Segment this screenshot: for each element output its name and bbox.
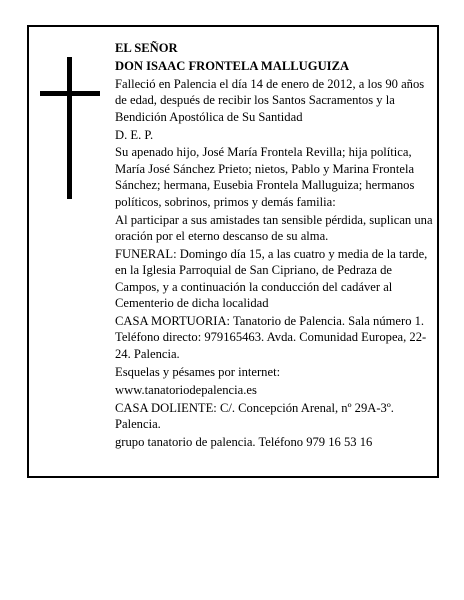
internet-url[interactable]: www.tanatoriodepalencia.es (115, 382, 257, 397)
family-list: Su apenado hijo, José María Frontela Revilla; hija política, María José Sánchez Prieto; nietos, Pablo y Marina Frontela Sánchez; hermana, Eusebia Frontela Malluguiza; hermanos políticos, sobrinos, primos y demás familia: (115, 145, 415, 209)
footer-contact: grupo tanatorio de palencia. Teléfono 979 16 53 16 (115, 434, 373, 449)
rip-text: D. E. P. (115, 127, 154, 142)
latin-cross-icon (40, 57, 100, 199)
deceased-name: DON ISAAC FRONTELA MALLUGUIZA (115, 58, 350, 73)
notice-heading-line1: EL SEÑOR (115, 41, 178, 55)
cross-vertical-bar (67, 57, 72, 199)
internet-label: Esquelas y pésames por internet: (115, 364, 281, 379)
prayer-request: Al participar a sus amistades tan sensible pérdida, suplican una oración por el eterno descanso de su alma. (115, 212, 433, 243)
notice-content (115, 40, 437, 452)
casa-mortuoria: CASA MORTUORIA: Tanatorio de Palencia. Sala número 1. Teléfono directo: 979165463. Avda. Comunidad Europea, 22-24. Palencia. (115, 314, 427, 361)
obituary-notice (27, 25, 439, 478)
casa-doliente: CASA DOLIENTE: C/. Concepción Arenal, nº 29A-3º. Palencia. (115, 400, 394, 431)
funeral-details: FUNERAL: Domingo día 15, a las cuatro y media de la tarde, en la Iglesia Parroquial de San Cipriano, de Pedraza de Campos, y a continuación la conducción del cadáver al Cementerio de dicha localidad (115, 246, 428, 311)
cross-horizontal-bar (40, 91, 100, 96)
death-announcement: Falleció en Palencia el día 14 de enero de 2012, a los 90 años de edad, después de recibir los Santos Sacramentos y la Bendición Apostólica de Su Santidad (115, 76, 425, 124)
